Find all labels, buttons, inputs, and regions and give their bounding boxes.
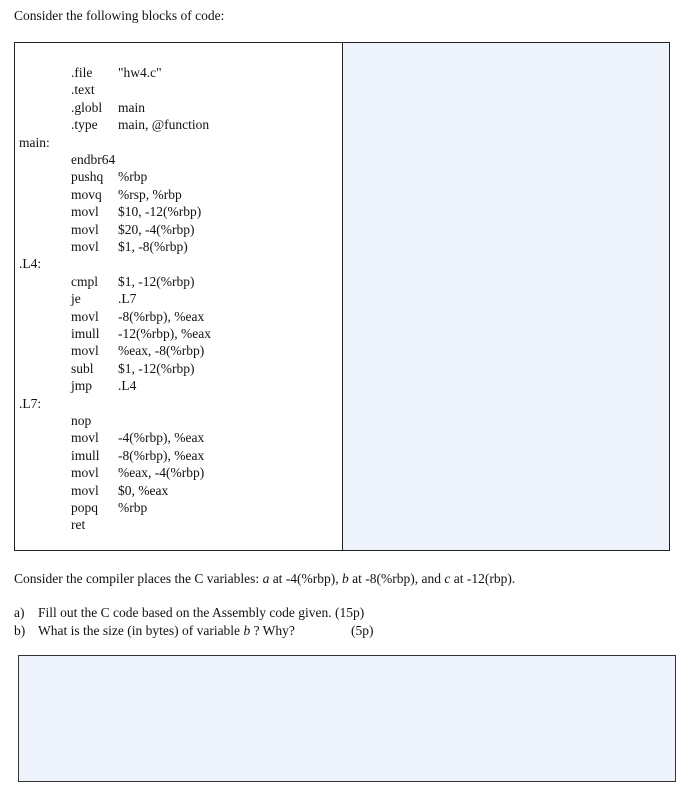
- question-b-letter: b): [14, 623, 26, 638]
- code-operands: -8(%rbp), %eax: [118, 447, 205, 463]
- question-a: [14, 605, 364, 621]
- code-line: [15, 238, 335, 255]
- code-line: [15, 482, 335, 499]
- code-line: [15, 64, 335, 81]
- code-instruction: cmpl: [71, 273, 98, 289]
- code-line: [15, 203, 335, 220]
- code-line: [15, 412, 335, 429]
- code-line: [15, 273, 335, 290]
- question-a-points: (15p): [334, 605, 365, 620]
- code-operands: -4(%rbp), %eax: [118, 430, 205, 446]
- question-b-text-pre: What is the size (in bytes) of variable: [38, 623, 244, 638]
- code-instruction: imull: [71, 447, 100, 463]
- code-operands: -12(%rbp), %eax: [118, 326, 211, 341]
- code-instruction: nop: [71, 413, 92, 428]
- code-operands: %rsp, %rbp: [118, 186, 182, 202]
- code-line: [15, 325, 335, 342]
- answer-field-questions[interactable]: [18, 655, 676, 782]
- question-b-var: b: [243, 623, 251, 638]
- code-instruction: movq: [71, 186, 102, 202]
- code-table: [14, 42, 670, 551]
- code-label: main:: [19, 134, 50, 150]
- code-instruction: movl: [71, 430, 99, 446]
- code-line: [15, 151, 335, 168]
- code-line: [15, 464, 335, 481]
- code-instruction: .globl: [71, 99, 103, 115]
- code-instruction: je: [71, 291, 81, 307]
- var-a: a: [262, 571, 270, 586]
- var-b-location: at -8(%rbp), and: [348, 571, 445, 586]
- code-instruction: movl: [71, 221, 99, 237]
- code-operands: $20, -4(%rbp): [118, 221, 195, 237]
- code-instruction: .text: [71, 82, 95, 98]
- code-line: [15, 342, 335, 359]
- code-instruction: popq: [71, 500, 98, 515]
- code-instruction: imull: [71, 326, 100, 341]
- code-operands: %rbp: [118, 500, 148, 515]
- code-line: [15, 81, 335, 98]
- code-instruction: movl: [71, 465, 99, 481]
- code-instruction: endbr64: [71, 152, 116, 167]
- code-operands: %eax, -8(%rbp): [118, 343, 205, 359]
- code-instruction: subl: [71, 360, 94, 376]
- code-line: [15, 221, 335, 238]
- code-instruction: .type: [71, 117, 98, 133]
- question-a-letter: a): [14, 605, 25, 620]
- code-operands: $1, -12(%rbp): [118, 273, 195, 289]
- variable-context: [14, 571, 515, 587]
- code-label: .L7:: [19, 395, 42, 411]
- var-c: c: [444, 571, 451, 586]
- intro-text: Consider the following blocks of code:: [14, 8, 225, 23]
- code-operands: main: [118, 99, 145, 115]
- code-instruction: movl: [71, 308, 99, 324]
- code-instruction: movl: [71, 204, 99, 220]
- var-a-location: at -4(%rbp),: [269, 571, 343, 586]
- var-c-location: at -12(rbp).: [450, 571, 516, 586]
- code-line: [15, 186, 335, 203]
- question-a-text: Fill out the C code based on the Assembly code given.: [38, 605, 332, 620]
- assembly-code-cell: [15, 43, 343, 550]
- code-instruction: movl: [71, 482, 99, 498]
- code-operands: $1, -8(%rbp): [118, 239, 188, 254]
- code-instruction: .file: [71, 65, 93, 80]
- code-operands: .L4: [118, 378, 137, 394]
- code-instruction: movl: [71, 239, 99, 254]
- code-operands: $1, -12(%rbp): [118, 360, 195, 376]
- code-operands: .L7: [118, 291, 137, 307]
- code-instruction: pushq: [71, 169, 104, 185]
- context-prefix: Consider the compiler places the C variables:: [14, 571, 263, 586]
- var-b: b: [342, 571, 349, 586]
- code-label-line: [15, 255, 335, 272]
- code-line: [15, 116, 335, 133]
- code-instruction: ret: [71, 517, 86, 533]
- code-operands: %rbp: [118, 169, 148, 185]
- code-operands: $0, %eax: [118, 482, 169, 498]
- question-b-text-post: ? Why?: [250, 623, 295, 638]
- code-line: [15, 429, 335, 446]
- code-line: [15, 377, 335, 394]
- code-line: [15, 99, 335, 116]
- code-line: [15, 290, 335, 307]
- code-line: [15, 499, 335, 516]
- code-operands: $10, -12(%rbp): [118, 204, 202, 220]
- code-label: .L4:: [19, 256, 42, 272]
- code-line: [15, 308, 335, 325]
- code-line: [15, 168, 335, 185]
- question-b-points: (5p): [351, 623, 374, 638]
- code-line: [15, 447, 335, 464]
- code-line: [15, 516, 335, 533]
- code-instruction: jmp: [71, 378, 93, 394]
- code-operands: main, @function: [118, 117, 210, 133]
- code-label-line: [15, 395, 335, 412]
- answer-field-code-table[interactable]: [343, 43, 669, 550]
- question-b: [14, 623, 374, 639]
- code-instruction: movl: [71, 343, 99, 359]
- code-operands: %eax, -4(%rbp): [118, 465, 205, 481]
- code-operands: "hw4.c": [118, 65, 162, 80]
- code-line: [15, 360, 335, 377]
- code-label-line: [15, 134, 335, 151]
- code-operands: -8(%rbp), %eax: [118, 308, 205, 324]
